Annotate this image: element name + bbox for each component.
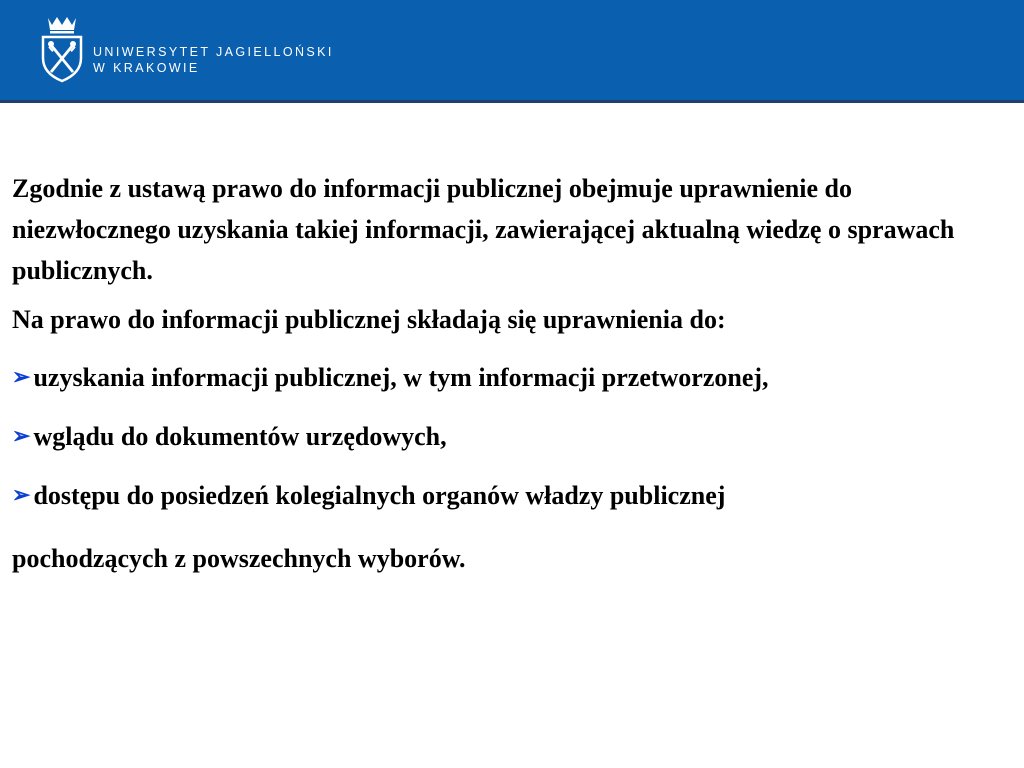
rights-lead-paragraph: Na prawo do informacji publicznej składają się uprawnienia do: xyxy=(12,305,726,334)
bullet-continuation: pochodzących z powszechnych wyborów. xyxy=(12,544,466,573)
header-band xyxy=(0,0,1024,103)
university-name-line1: UNIWERSYTET JAGIELLOŃSKI xyxy=(93,45,334,59)
intro-paragraph: Zgodnie z ustawą prawo do informacji publicznej obejmuje uprawnienie do niezwłocznego uzyskania takiej informacji, zawierającej aktualną wiedzę o sprawach publicznych. xyxy=(12,174,955,285)
slide-body xyxy=(12,168,1017,578)
bullet-item-1 xyxy=(12,359,1017,398)
arrow-bullet-icon: ➢ xyxy=(12,423,31,448)
bullet-text-1: uzyskania informacji publicznej, w tym informacji przetworzonej, xyxy=(33,363,769,392)
arrow-bullet-icon: ➢ xyxy=(12,482,31,507)
bullet-item-2 xyxy=(12,418,1017,457)
university-name xyxy=(93,44,334,76)
university-crest-icon xyxy=(38,14,86,84)
university-name-line2: W KRAKOWIE xyxy=(93,61,200,75)
arrow-bullet-icon: ➢ xyxy=(12,364,31,389)
bullet-item-3 xyxy=(12,477,1017,516)
bullet-text-2: wglądu do dokumentów urzędowych, xyxy=(33,422,447,451)
bullet-text-3: dostępu do posiedzeń kolegialnych organów władzy publicznej xyxy=(33,481,726,510)
